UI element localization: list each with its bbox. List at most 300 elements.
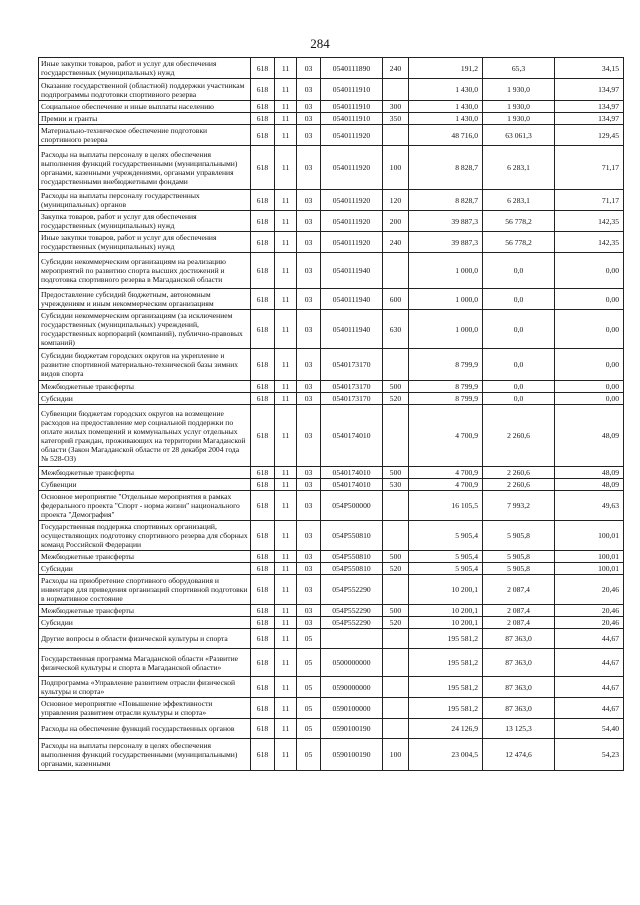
cell-executed: 12 474,6 bbox=[483, 739, 555, 771]
cell-percent: 0,00 bbox=[555, 381, 624, 393]
cell-target-article: 0540174010 bbox=[321, 405, 383, 467]
row-name: Государственная программа Магаданской области «Развитие физической культуры и спорта в Магаданской области» bbox=[39, 649, 251, 677]
cell-expense-type bbox=[383, 125, 409, 146]
cell-expense-type: 300 bbox=[383, 101, 409, 113]
row-name: Субвенции бюджетам городских округов на возмещение расходов на предоставление мер социальной поддержки по оплате жилых помещений и коммунальных услуг отдельных категорий граждан, проживающих на территории Магаданской области (Закон Магаданской области от 28 декабря 2004 года № 528-ОЗ) bbox=[39, 405, 251, 467]
cell-target-article: 054P550810 bbox=[321, 521, 383, 551]
cell-target-article: 0590100190 bbox=[321, 719, 383, 739]
cell-expense-type bbox=[383, 677, 409, 698]
cell-executed: 0,0 bbox=[483, 393, 555, 405]
cell-planned: 1 430,0 bbox=[409, 79, 483, 101]
cell-executed: 5 905,8 bbox=[483, 563, 555, 575]
cell-section: 11 bbox=[275, 211, 297, 232]
cell-subsection: 03 bbox=[297, 405, 321, 467]
cell-section: 11 bbox=[275, 479, 297, 491]
row-name: Социальное обеспечение и иные выплаты населению bbox=[39, 101, 251, 113]
cell-percent: 44,67 bbox=[555, 629, 624, 649]
cell-target-article: 054P552290 bbox=[321, 617, 383, 629]
cell-subsection: 05 bbox=[297, 719, 321, 739]
cell-grbs: 618 bbox=[251, 289, 275, 310]
cell-subsection: 05 bbox=[297, 739, 321, 771]
table-row bbox=[39, 125, 624, 146]
cell-subsection: 05 bbox=[297, 629, 321, 649]
cell-subsection: 03 bbox=[297, 289, 321, 310]
row-name: Субсидии bbox=[39, 617, 251, 629]
cell-planned: 195 581,2 bbox=[409, 649, 483, 677]
cell-grbs: 618 bbox=[251, 617, 275, 629]
cell-executed: 2 087,4 bbox=[483, 617, 555, 629]
cell-percent: 134,97 bbox=[555, 113, 624, 125]
table-row bbox=[39, 101, 624, 113]
table-row bbox=[39, 605, 624, 617]
table-row bbox=[39, 58, 624, 79]
cell-target-article: 0540111920 bbox=[321, 146, 383, 190]
cell-percent: 48,09 bbox=[555, 405, 624, 467]
cell-executed: 2 260,6 bbox=[483, 479, 555, 491]
cell-section: 11 bbox=[275, 739, 297, 771]
cell-section: 11 bbox=[275, 253, 297, 289]
cell-expense-type: 120 bbox=[383, 190, 409, 211]
cell-target-article: 0540111940 bbox=[321, 253, 383, 289]
cell-expense-type: 100 bbox=[383, 146, 409, 190]
table-row bbox=[39, 190, 624, 211]
cell-percent: 142,35 bbox=[555, 211, 624, 232]
cell-section: 11 bbox=[275, 58, 297, 79]
cell-section: 11 bbox=[275, 381, 297, 393]
row-name: Подпрограмма «Управление развитием отрасли физической культуры и спорта» bbox=[39, 677, 251, 698]
cell-planned: 4 700,9 bbox=[409, 467, 483, 479]
cell-grbs: 618 bbox=[251, 310, 275, 349]
cell-grbs: 618 bbox=[251, 190, 275, 211]
budget-table bbox=[38, 57, 624, 771]
table-row bbox=[39, 393, 624, 405]
row-name: Закупка товаров, работ и услуг для обеспечения государственных (муниципальных) нужд bbox=[39, 211, 251, 232]
cell-executed: 1 930,0 bbox=[483, 101, 555, 113]
cell-planned: 1 000,0 bbox=[409, 310, 483, 349]
cell-executed: 56 778,2 bbox=[483, 232, 555, 253]
table-row bbox=[39, 405, 624, 467]
cell-planned: 8 799,9 bbox=[409, 381, 483, 393]
cell-executed: 87 363,0 bbox=[483, 629, 555, 649]
row-name: Расходы на выплаты персоналу государственных (муниципальных) органов bbox=[39, 190, 251, 211]
cell-expense-type: 520 bbox=[383, 393, 409, 405]
cell-expense-type: 500 bbox=[383, 381, 409, 393]
cell-percent: 20,46 bbox=[555, 575, 624, 605]
table-row bbox=[39, 310, 624, 349]
cell-subsection: 03 bbox=[297, 310, 321, 349]
cell-target-article: 0540111910 bbox=[321, 79, 383, 101]
cell-percent: 142,35 bbox=[555, 232, 624, 253]
table-row bbox=[39, 719, 624, 739]
table-row bbox=[39, 113, 624, 125]
cell-grbs: 618 bbox=[251, 575, 275, 605]
table-row bbox=[39, 232, 624, 253]
cell-target-article: 054P500000 bbox=[321, 491, 383, 521]
row-name: Основное мероприятие "Отдельные мероприятия в рамках федерального проекта "Спорт - норма жизни" национального проекта "Демография" bbox=[39, 491, 251, 521]
table-row bbox=[39, 617, 624, 629]
cell-grbs: 618 bbox=[251, 253, 275, 289]
cell-subsection: 05 bbox=[297, 649, 321, 677]
cell-planned: 1 430,0 bbox=[409, 101, 483, 113]
cell-planned: 195 581,2 bbox=[409, 629, 483, 649]
cell-planned: 10 200,1 bbox=[409, 617, 483, 629]
cell-grbs: 618 bbox=[251, 649, 275, 677]
cell-planned: 16 105,5 bbox=[409, 491, 483, 521]
cell-section: 11 bbox=[275, 719, 297, 739]
cell-grbs: 618 bbox=[251, 551, 275, 563]
cell-executed: 0,0 bbox=[483, 289, 555, 310]
cell-target-article: 0500000000 bbox=[321, 649, 383, 677]
cell-subsection: 03 bbox=[297, 617, 321, 629]
row-name: Субсидии некоммерческим организациям (за исключением государственных (муниципальных) учреждений, государственных корпораций (компаний), публично-правовых компаний) bbox=[39, 310, 251, 349]
cell-percent: 0,00 bbox=[555, 253, 624, 289]
cell-percent: 134,97 bbox=[555, 101, 624, 113]
cell-executed: 0,0 bbox=[483, 349, 555, 381]
cell-grbs: 618 bbox=[251, 629, 275, 649]
cell-percent: 54,40 bbox=[555, 719, 624, 739]
cell-target-article: 0540111920 bbox=[321, 190, 383, 211]
cell-expense-type: 500 bbox=[383, 551, 409, 563]
cell-executed: 87 363,0 bbox=[483, 677, 555, 698]
cell-planned: 39 887,3 bbox=[409, 232, 483, 253]
cell-expense-type bbox=[383, 719, 409, 739]
cell-executed: 0,0 bbox=[483, 310, 555, 349]
cell-percent: 71,17 bbox=[555, 190, 624, 211]
cell-expense-type bbox=[383, 629, 409, 649]
cell-planned: 1 430,0 bbox=[409, 113, 483, 125]
cell-target-article: 0540173170 bbox=[321, 349, 383, 381]
table-row bbox=[39, 349, 624, 381]
cell-planned: 195 581,2 bbox=[409, 677, 483, 698]
cell-percent: 100,01 bbox=[555, 551, 624, 563]
row-name: Расходы на обеспечение функций государственных органов bbox=[39, 719, 251, 739]
cell-section: 11 bbox=[275, 310, 297, 349]
cell-expense-type: 500 bbox=[383, 605, 409, 617]
table-row bbox=[39, 649, 624, 677]
cell-expense-type bbox=[383, 349, 409, 381]
cell-section: 11 bbox=[275, 617, 297, 629]
cell-subsection: 03 bbox=[297, 393, 321, 405]
row-name: Межбюджетные трансферты bbox=[39, 605, 251, 617]
cell-target-article: 0540174010 bbox=[321, 467, 383, 479]
cell-subsection: 03 bbox=[297, 232, 321, 253]
cell-executed: 6 283,1 bbox=[483, 190, 555, 211]
cell-section: 11 bbox=[275, 698, 297, 719]
table-row bbox=[39, 551, 624, 563]
cell-planned: 8 828,7 bbox=[409, 146, 483, 190]
cell-expense-type bbox=[383, 698, 409, 719]
cell-grbs: 618 bbox=[251, 405, 275, 467]
cell-target-article: 0540111940 bbox=[321, 289, 383, 310]
cell-target-article: 0540111910 bbox=[321, 113, 383, 125]
cell-grbs: 618 bbox=[251, 719, 275, 739]
cell-target-article: 054P550810 bbox=[321, 551, 383, 563]
cell-subsection: 03 bbox=[297, 253, 321, 289]
cell-grbs: 618 bbox=[251, 698, 275, 719]
cell-section: 11 bbox=[275, 605, 297, 617]
cell-section: 11 bbox=[275, 101, 297, 113]
cell-grbs: 618 bbox=[251, 563, 275, 575]
cell-section: 11 bbox=[275, 190, 297, 211]
cell-executed: 87 363,0 bbox=[483, 649, 555, 677]
cell-expense-type bbox=[383, 521, 409, 551]
cell-section: 11 bbox=[275, 677, 297, 698]
cell-grbs: 618 bbox=[251, 605, 275, 617]
table-row bbox=[39, 211, 624, 232]
row-name: Предоставление субсидий бюджетным, автономным учреждениям и иным некоммерческим организациям bbox=[39, 289, 251, 310]
cell-executed: 65,3 bbox=[483, 58, 555, 79]
cell-grbs: 618 bbox=[251, 211, 275, 232]
cell-subsection: 03 bbox=[297, 146, 321, 190]
row-name: Межбюджетные трансферты bbox=[39, 551, 251, 563]
cell-target-article: 0540173170 bbox=[321, 393, 383, 405]
cell-subsection: 05 bbox=[297, 677, 321, 698]
cell-percent: 71,17 bbox=[555, 146, 624, 190]
cell-expense-type: 500 bbox=[383, 467, 409, 479]
cell-grbs: 618 bbox=[251, 79, 275, 101]
cell-executed: 63 061,3 bbox=[483, 125, 555, 146]
cell-subsection: 03 bbox=[297, 125, 321, 146]
cell-section: 11 bbox=[275, 467, 297, 479]
cell-expense-type: 200 bbox=[383, 211, 409, 232]
cell-target-article: 0590100000 bbox=[321, 698, 383, 719]
cell-target-article: 0590000000 bbox=[321, 677, 383, 698]
table-row bbox=[39, 698, 624, 719]
cell-subsection: 03 bbox=[297, 113, 321, 125]
cell-subsection: 03 bbox=[297, 101, 321, 113]
table-row bbox=[39, 629, 624, 649]
cell-section: 11 bbox=[275, 405, 297, 467]
cell-planned: 5 905,4 bbox=[409, 551, 483, 563]
cell-planned: 24 126,9 bbox=[409, 719, 483, 739]
cell-grbs: 618 bbox=[251, 467, 275, 479]
row-name: Субсидии bbox=[39, 563, 251, 575]
cell-subsection: 03 bbox=[297, 349, 321, 381]
cell-section: 11 bbox=[275, 79, 297, 101]
cell-executed: 2 087,4 bbox=[483, 575, 555, 605]
cell-section: 11 bbox=[275, 575, 297, 605]
cell-subsection: 03 bbox=[297, 58, 321, 79]
cell-percent: 48,09 bbox=[555, 467, 624, 479]
cell-expense-type: 600 bbox=[383, 289, 409, 310]
cell-grbs: 618 bbox=[251, 677, 275, 698]
cell-expense-type: 100 bbox=[383, 739, 409, 771]
cell-expense-type bbox=[383, 253, 409, 289]
cell-grbs: 618 bbox=[251, 58, 275, 79]
cell-section: 11 bbox=[275, 232, 297, 253]
cell-executed: 56 778,2 bbox=[483, 211, 555, 232]
cell-subsection: 03 bbox=[297, 551, 321, 563]
row-name: Межбюджетные трансферты bbox=[39, 467, 251, 479]
cell-executed: 13 125,3 bbox=[483, 719, 555, 739]
cell-expense-type bbox=[383, 405, 409, 467]
cell-planned: 10 200,1 bbox=[409, 575, 483, 605]
cell-expense-type: 240 bbox=[383, 232, 409, 253]
table-row bbox=[39, 521, 624, 551]
cell-planned: 4 700,9 bbox=[409, 479, 483, 491]
cell-expense-type: 630 bbox=[383, 310, 409, 349]
table-row bbox=[39, 575, 624, 605]
cell-expense-type: 520 bbox=[383, 563, 409, 575]
table-row bbox=[39, 739, 624, 771]
cell-expense-type: 520 bbox=[383, 617, 409, 629]
row-name: Основное мероприятие «Повышение эффективности управления развитием отрасли культуры и спорта» bbox=[39, 698, 251, 719]
cell-expense-type bbox=[383, 79, 409, 101]
row-name: Государственная поддержка спортивных организаций, осуществляющих подготовку спортивного резерва для сборных команд Российской Федерации bbox=[39, 521, 251, 551]
cell-percent: 0,00 bbox=[555, 393, 624, 405]
table-row bbox=[39, 146, 624, 190]
cell-grbs: 618 bbox=[251, 381, 275, 393]
cell-target-article: 0540111920 bbox=[321, 211, 383, 232]
cell-percent: 134,97 bbox=[555, 79, 624, 101]
cell-section: 11 bbox=[275, 125, 297, 146]
cell-section: 11 bbox=[275, 349, 297, 381]
cell-expense-type bbox=[383, 575, 409, 605]
cell-percent: 44,67 bbox=[555, 649, 624, 677]
cell-subsection: 03 bbox=[297, 563, 321, 575]
cell-target-article: 0590100190 bbox=[321, 739, 383, 771]
cell-executed: 7 993,2 bbox=[483, 491, 555, 521]
row-name: Субсидии bbox=[39, 393, 251, 405]
cell-percent: 34,15 bbox=[555, 58, 624, 79]
table-row bbox=[39, 381, 624, 393]
cell-grbs: 618 bbox=[251, 146, 275, 190]
cell-subsection: 03 bbox=[297, 479, 321, 491]
table-row bbox=[39, 677, 624, 698]
cell-section: 11 bbox=[275, 289, 297, 310]
cell-executed: 0,0 bbox=[483, 253, 555, 289]
cell-section: 11 bbox=[275, 146, 297, 190]
cell-subsection: 03 bbox=[297, 467, 321, 479]
cell-percent: 100,01 bbox=[555, 521, 624, 551]
cell-target-article: 054P552290 bbox=[321, 575, 383, 605]
cell-subsection: 03 bbox=[297, 211, 321, 232]
cell-target-article: 0540174010 bbox=[321, 479, 383, 491]
cell-target-article: 0540111920 bbox=[321, 125, 383, 146]
cell-percent: 100,01 bbox=[555, 563, 624, 575]
cell-planned: 1 000,0 bbox=[409, 289, 483, 310]
cell-grbs: 618 bbox=[251, 521, 275, 551]
row-name: Другие вопросы в области физической культуры и спорта bbox=[39, 629, 251, 649]
table-row bbox=[39, 491, 624, 521]
table-body bbox=[39, 58, 624, 771]
cell-section: 11 bbox=[275, 629, 297, 649]
cell-executed: 2 087,4 bbox=[483, 605, 555, 617]
cell-grbs: 618 bbox=[251, 113, 275, 125]
cell-grbs: 618 bbox=[251, 349, 275, 381]
cell-planned: 1 000,0 bbox=[409, 253, 483, 289]
cell-subsection: 03 bbox=[297, 575, 321, 605]
cell-target-article: 054P552290 bbox=[321, 605, 383, 617]
cell-executed: 1 930,0 bbox=[483, 79, 555, 101]
cell-percent: 20,46 bbox=[555, 605, 624, 617]
row-name: Иные закупки товаров, работ и услуг для обеспечения государственных (муниципальных) нужд bbox=[39, 232, 251, 253]
cell-percent: 54,23 bbox=[555, 739, 624, 771]
row-name: Расходы на выплаты персоналу в целях обеспечения выполнения функций государственными (муниципальными) органами, казенными учреждениями, органами управления государственными внебюджетными фондами bbox=[39, 146, 251, 190]
row-name: Субсидии некоммерческим организациям на реализацию мероприятий по развитию спорта высших достижений и подготовка спортивного резерва в Магаданской области bbox=[39, 253, 251, 289]
cell-planned: 5 905,4 bbox=[409, 521, 483, 551]
table-row bbox=[39, 467, 624, 479]
table-row bbox=[39, 479, 624, 491]
cell-grbs: 618 bbox=[251, 393, 275, 405]
cell-subsection: 03 bbox=[297, 79, 321, 101]
cell-subsection: 03 bbox=[297, 521, 321, 551]
row-name: Премии и гранты bbox=[39, 113, 251, 125]
cell-executed: 1 930,0 bbox=[483, 113, 555, 125]
cell-expense-type: 350 bbox=[383, 113, 409, 125]
cell-expense-type: 240 bbox=[383, 58, 409, 79]
table-row bbox=[39, 253, 624, 289]
cell-percent: 129,45 bbox=[555, 125, 624, 146]
cell-planned: 8 799,9 bbox=[409, 393, 483, 405]
page-number: 284 bbox=[310, 36, 330, 51]
cell-expense-type bbox=[383, 649, 409, 677]
row-name: Иные закупки товаров, работ и услуг для обеспечения государственных (муниципальных) нужд bbox=[39, 58, 251, 79]
cell-subsection: 03 bbox=[297, 190, 321, 211]
cell-target-article: 0540111910 bbox=[321, 101, 383, 113]
cell-planned: 195 581,2 bbox=[409, 698, 483, 719]
cell-section: 11 bbox=[275, 491, 297, 521]
cell-percent: 44,67 bbox=[555, 677, 624, 698]
row-name: Межбюджетные трансферты bbox=[39, 381, 251, 393]
cell-expense-type: 530 bbox=[383, 479, 409, 491]
cell-percent: 48,09 bbox=[555, 479, 624, 491]
cell-executed: 6 283,1 bbox=[483, 146, 555, 190]
cell-section: 11 bbox=[275, 551, 297, 563]
table-row bbox=[39, 79, 624, 101]
cell-planned: 39 887,3 bbox=[409, 211, 483, 232]
cell-planned: 8 828,7 bbox=[409, 190, 483, 211]
cell-grbs: 618 bbox=[251, 739, 275, 771]
cell-planned: 23 004,5 bbox=[409, 739, 483, 771]
cell-section: 11 bbox=[275, 113, 297, 125]
table-row bbox=[39, 289, 624, 310]
cell-subsection: 03 bbox=[297, 605, 321, 617]
cell-subsection: 03 bbox=[297, 381, 321, 393]
cell-planned: 4 700,9 bbox=[409, 405, 483, 467]
row-name: Материально-техническое обеспечение подготовки спортивного резерва bbox=[39, 125, 251, 146]
cell-subsection: 05 bbox=[297, 698, 321, 719]
row-name: Оказание государственной (областной) поддержки участникам подпрограммы подготовки спортивного резерва bbox=[39, 79, 251, 101]
row-name: Расходы на выплаты персоналу в целях обеспечения выполнения функций государственными (муниципальными) органами, казенными bbox=[39, 739, 251, 771]
cell-subsection: 03 bbox=[297, 491, 321, 521]
cell-planned: 8 799,9 bbox=[409, 349, 483, 381]
cell-target-article: 0540173170 bbox=[321, 381, 383, 393]
cell-executed: 87 363,0 bbox=[483, 698, 555, 719]
cell-planned: 191,2 bbox=[409, 58, 483, 79]
cell-section: 11 bbox=[275, 563, 297, 575]
cell-executed: 0,0 bbox=[483, 381, 555, 393]
cell-target-article: 0540111940 bbox=[321, 310, 383, 349]
cell-target-article: 0540111920 bbox=[321, 232, 383, 253]
cell-percent: 0,00 bbox=[555, 289, 624, 310]
cell-section: 11 bbox=[275, 521, 297, 551]
cell-planned: 48 716,0 bbox=[409, 125, 483, 146]
row-name: Субсидии бюджетам городских округов на укрепление и развитие спортивной материально-технической базы зимних видов спорта bbox=[39, 349, 251, 381]
cell-percent: 44,67 bbox=[555, 698, 624, 719]
cell-target-article: 0540111890 bbox=[321, 58, 383, 79]
cell-target-article bbox=[321, 629, 383, 649]
cell-grbs: 618 bbox=[251, 125, 275, 146]
cell-planned: 5 905,4 bbox=[409, 563, 483, 575]
cell-percent: 20,46 bbox=[555, 617, 624, 629]
cell-planned: 10 200,1 bbox=[409, 605, 483, 617]
cell-grbs: 618 bbox=[251, 491, 275, 521]
cell-executed: 2 260,6 bbox=[483, 405, 555, 467]
row-name: Расходы на приобретение спортивного оборудования и инвентаря для приведения организаций спортивной подготовки в нормативное состояние bbox=[39, 575, 251, 605]
cell-executed: 5 905,8 bbox=[483, 551, 555, 563]
cell-target-article: 054P550810 bbox=[321, 563, 383, 575]
